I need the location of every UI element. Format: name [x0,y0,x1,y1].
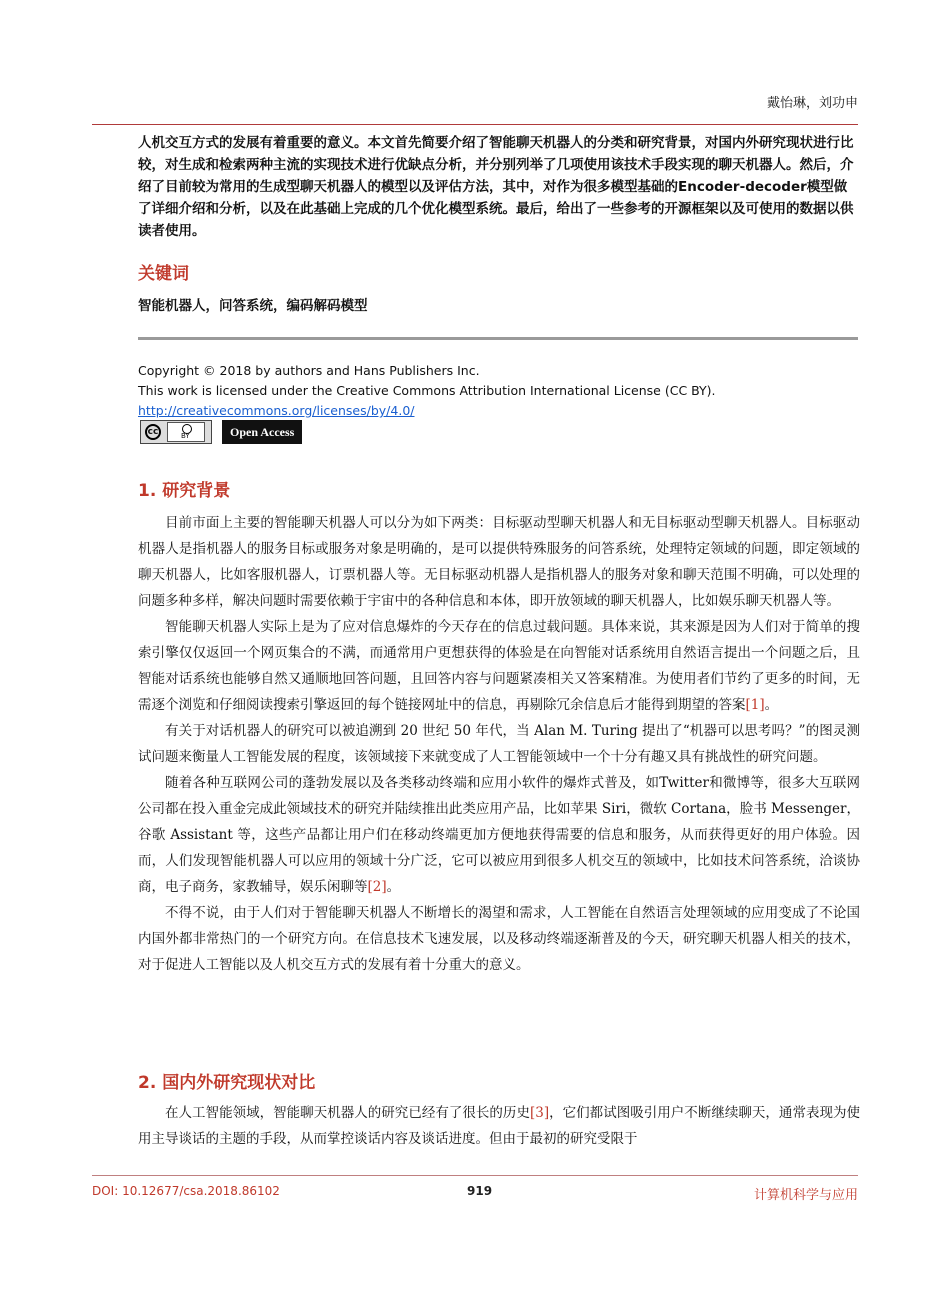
paragraph: 在人工智能领域，智能聊天机器人的研究已经有了很长的历史[3]，它们都试图吸引用户不断继续聊天，通常表现为使用主导谈话的主题的手段，从而掌控谈话内容及谈话进度。但由于最初的研究受限于 [138,1105,861,1147]
license-link[interactable]: http://creativecommons.org/licenses/by/4.0/ [138,403,415,418]
cc-icon: cc [145,424,161,440]
section-1-heading: 1. 研究背景 [138,481,231,501]
paragraph: 智能聊天机器人实际上是为了应对信息爆炸的今天存在的信息过载问题。具体来说，其来源是因为人们对于简单的搜索引擎仅仅返回一个网页集合的不满，而通常用户更想获得的体验是在向智能对话系统用自然语言提出一个问题之后，且智能对话系统也能够自然又通顺地回答问题，且回答内容与问题紧凑相关又答案精准。为使用者们节约了更多的时间，无需逐个浏览和仔细阅读搜索引擎返回的每个链接网址中的信息，再剔除冗余信息后才能得到期望的答案[1]。 [138,619,860,713]
header-authors: 戴怡琳，刘功申 [766,96,858,111]
paragraph: 不得不说，由于人们对于智能聊天机器人不断增长的渴望和需求，人工智能在自然语言处理领域的应用变成了不论国内国外都非常热门的一个研究方向。在信息技术飞速发展，以及移动终端逐渐普及的今天，研究聊天机器人相关的技术，对于促进人工智能以及人机交互方式的发展有着十分重大的意义。 [138,905,860,973]
copyright-block [138,361,716,421]
by-icon [167,422,205,442]
paragraph: 有关于对话机器人的研究可以被追溯到 20 世纪 50 年代，当 Alan M. Turing 提出了“机器可以思考吗？”的图灵测试问题来衡量人工智能发展的程度，该领域接下来就变成了人工智能领域中一个十分有趣又具有挑战性的研究问题。 [138,723,860,765]
header-rule [92,124,858,125]
citation-link[interactable]: [2] [367,879,387,895]
cc-by-badge[interactable] [140,420,212,444]
journal-name: 计算机科学与应用 [753,1188,858,1203]
section-2-heading: 2. 国内外研究现状对比 [138,1073,316,1093]
paragraph: 随着各种互联网公司的蓬勃发展以及各类移动终端和应用小软件的爆炸式普及，如Twitter和微博等，很多大互联网公司都在投入重金完成此领域技术的研究并陆续推出此类应用产品，比如苹果 Siri，微软 Cortana，脸书 Messenger，谷歌 Assistant 等，这些产品都让用户们在移动终端更加方便地获得需要的信息和服务，从而获得更好的用户体验。因而，人们发现智能机器人可以应用的领域十分广泛，它可以被应用到很多人机交互的领域中，比如技术问答系统，洽谈协商，电子商务，家教辅导，娱乐闲聊等[2]。 [138,775,860,895]
page-number: 919 [467,1184,493,1198]
footer-rule [92,1175,858,1176]
by-label: BY [181,432,190,440]
abstract-text: 人机交互方式的发展有着重要的意义。本文首先简要介绍了智能聊天机器人的分类和研究背景，对国内外研究现状进行比较，对生成和检索两种主流的实现技术进行优缺点分析，并分别列举了几项使用该技术手段实现的聊天机器人。然后，介绍了目前较为常用的生成型聊天机器人的模型以及评估方法，其中，对作为很多模型基础的Encoder-decoder模型做了详细介绍和分析，以及在此基础上完成的几个优化模型系统。最后，给出了一些参考的开源框架以及可使用的数据以供读者使用。 [138,135,854,239]
license-line: This work is licensed under the Creative Commons Attribution International License (CC BY). [138,383,716,398]
footer-doi[interactable]: DOI: 10.12677/csa.2018.86102 [92,1184,280,1198]
citation-link[interactable]: [3] [529,1105,550,1121]
open-access-badge: Open Access [222,420,302,444]
license-badges [140,420,302,444]
keywords-text: 智能机器人，问答系统，编码解码模型 [138,298,368,314]
section-2-body [138,1100,860,1152]
section-1-body [138,510,860,978]
copyright-line: Copyright © 2018 by authors and Hans Publishers Inc. [138,363,480,378]
section-divider [138,337,858,340]
keywords-heading: 关键词 [138,264,189,284]
citation-link[interactable]: [1] [745,697,765,713]
paragraph: 目前市面上主要的智能聊天机器人可以分为如下两类：目标驱动型聊天机器人和无目标驱动型聊天机器人。目标驱动机器人是指机器人的服务目标或服务对象是明确的，是可以提供特殊服务的问答系统，处理特定领域的问题，即定领域的聊天机器人，比如客服机器人，订票机器人等。无目标驱动机器人是指机器人的服务对象和聊天范围不明确，可以处理的问题多种多样，解决问题时需要依赖于宇宙中的各种信息和本体，即开放领域的聊天机器人，比如娱乐聊天机器人等。 [138,515,860,609]
